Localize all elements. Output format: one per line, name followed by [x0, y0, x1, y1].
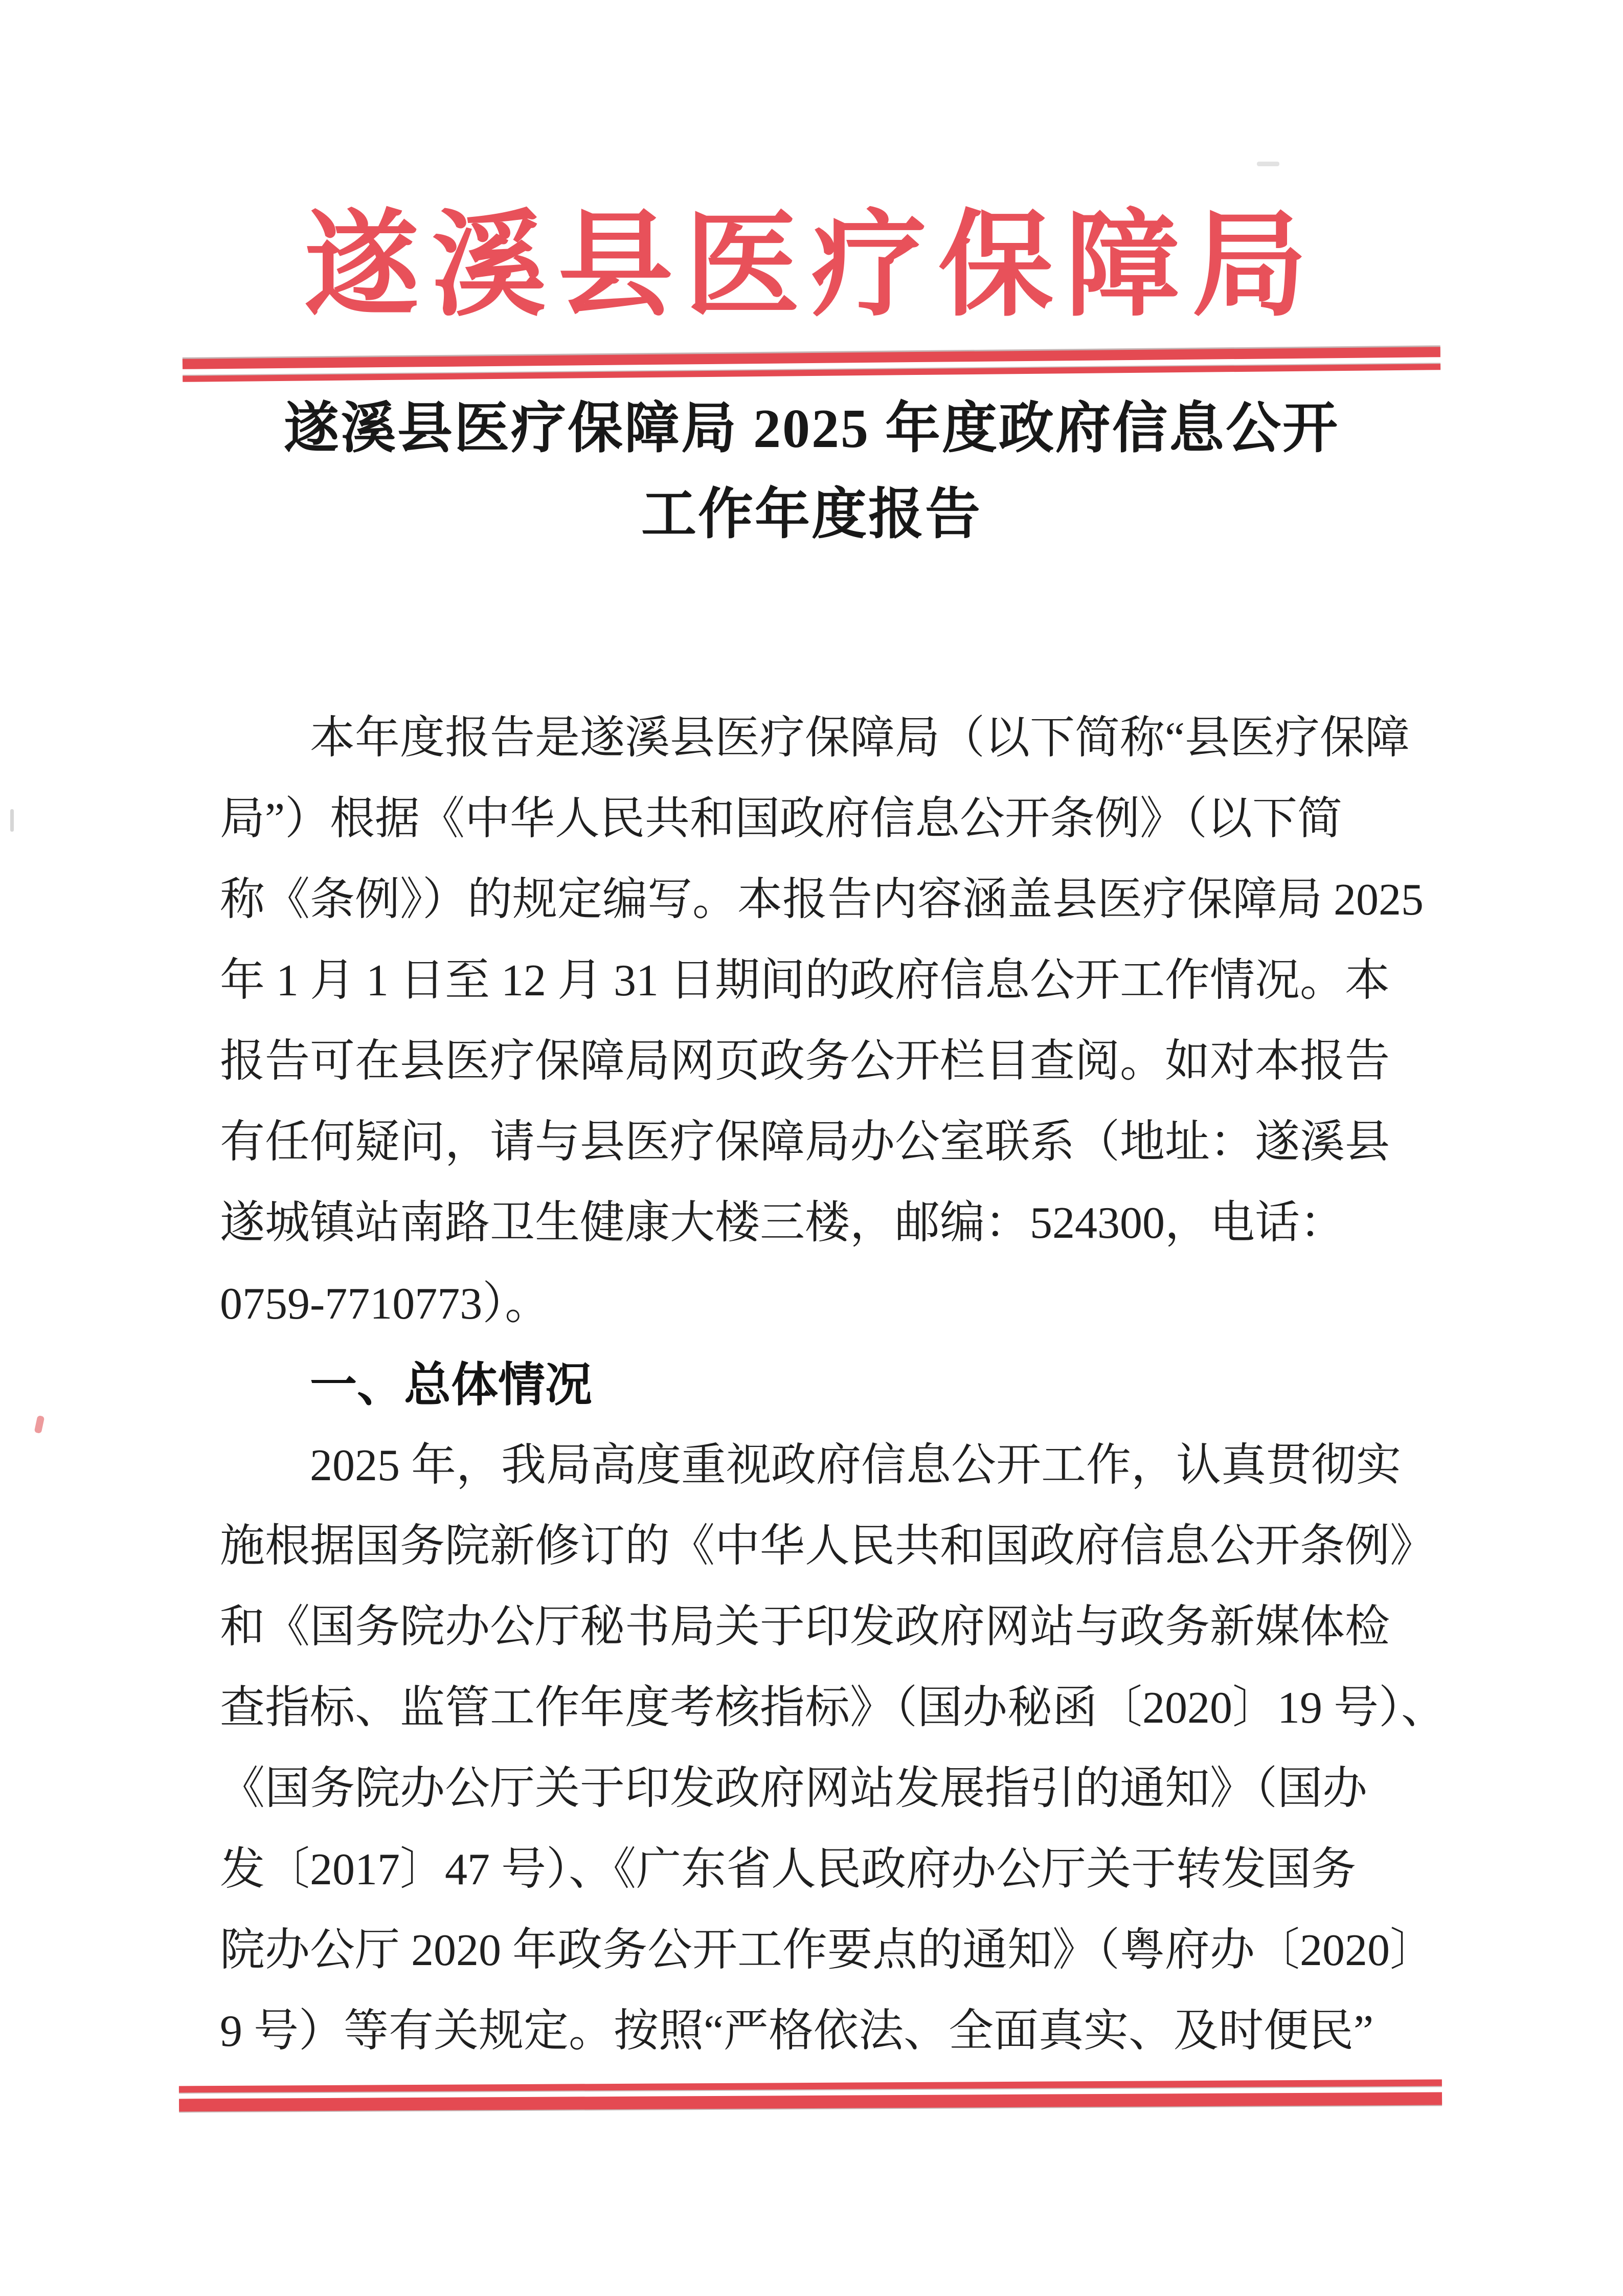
body-line: 遂城镇站南路卫生健康大楼三楼，邮编：524300，电话： — [220, 1198, 1345, 1248]
body-line: 《国务院办公厅关于印发政府网站发展指引的通知》（国办 — [220, 1764, 1368, 1814]
footer-separator-line-top — [179, 2080, 1442, 2093]
scan-artifact — [1257, 162, 1279, 166]
report-title — [0, 386, 1623, 558]
body-line: 有任何疑问，请与县医疗保障局办公室联系（地址：遂溪县 — [220, 1118, 1390, 1167]
body-line: 施根据国务院新修订的《中华人民共和国政府信息公开条例》 — [220, 1522, 1435, 1571]
body-line: 和《国务院办公厅秘书局关于印发政府网站与政务新媒体检 — [220, 1602, 1390, 1652]
body-line: 称《条例》）的规定编写。本报告内容涵盖县医疗保障局 2025 — [220, 875, 1424, 925]
header-separator — [183, 347, 1440, 382]
section-heading-overall-situation: 一、总体情况 — [310, 1359, 593, 1411]
body-line: 局”）根据《中华人民共和国政府信息公开条例》（以下简 — [220, 794, 1343, 844]
footer-separator — [179, 2080, 1442, 2112]
body-line: 0759-7710773）。 — [220, 1279, 550, 1329]
body-line: 2025 年，我局高度重视政府信息公开工作，认真贯彻实 — [310, 1441, 1402, 1490]
body-line: 院办公厅 2020 年政务公开工作要点的通知》（粤府办〔2020〕 — [220, 1926, 1435, 1975]
body-line: 本年度报告是遂溪县医疗保障局（以下简称“县医疗保障 — [310, 714, 1410, 763]
body-line: 查指标、监管工作年度考核指标》（国办秘函〔2020〕19 号）、 — [220, 1683, 1447, 1733]
letterhead-title: 遂溪县医疗保障局 — [304, 202, 1319, 330]
body-line: 发〔2017〕47 号）、《广东省人民政府办公厅关于转发国务 — [220, 1845, 1357, 1894]
body-line: 年 1 月 1 日至 12 月 31 日期间的政府信息公开工作情况。本 — [220, 956, 1390, 1006]
body-line: 9 号）等有关规定。按照“严格依法、全面真实、及时便民” — [220, 2007, 1374, 2056]
body-line: 报告可在县医疗保障局网页政务公开栏目查阅。如对本报告 — [220, 1037, 1390, 1086]
scan-artifact — [10, 809, 14, 832]
report-title-line-2: 工作年度报告 — [641, 484, 982, 545]
footer-separator-line-bottom — [179, 2092, 1442, 2112]
report-body — [220, 698, 1447, 2072]
scan-artifact — [34, 1415, 45, 1434]
report-title-line-1: 遂溪县医疗保障局 2025 年度政府信息公开 — [283, 398, 1339, 459]
